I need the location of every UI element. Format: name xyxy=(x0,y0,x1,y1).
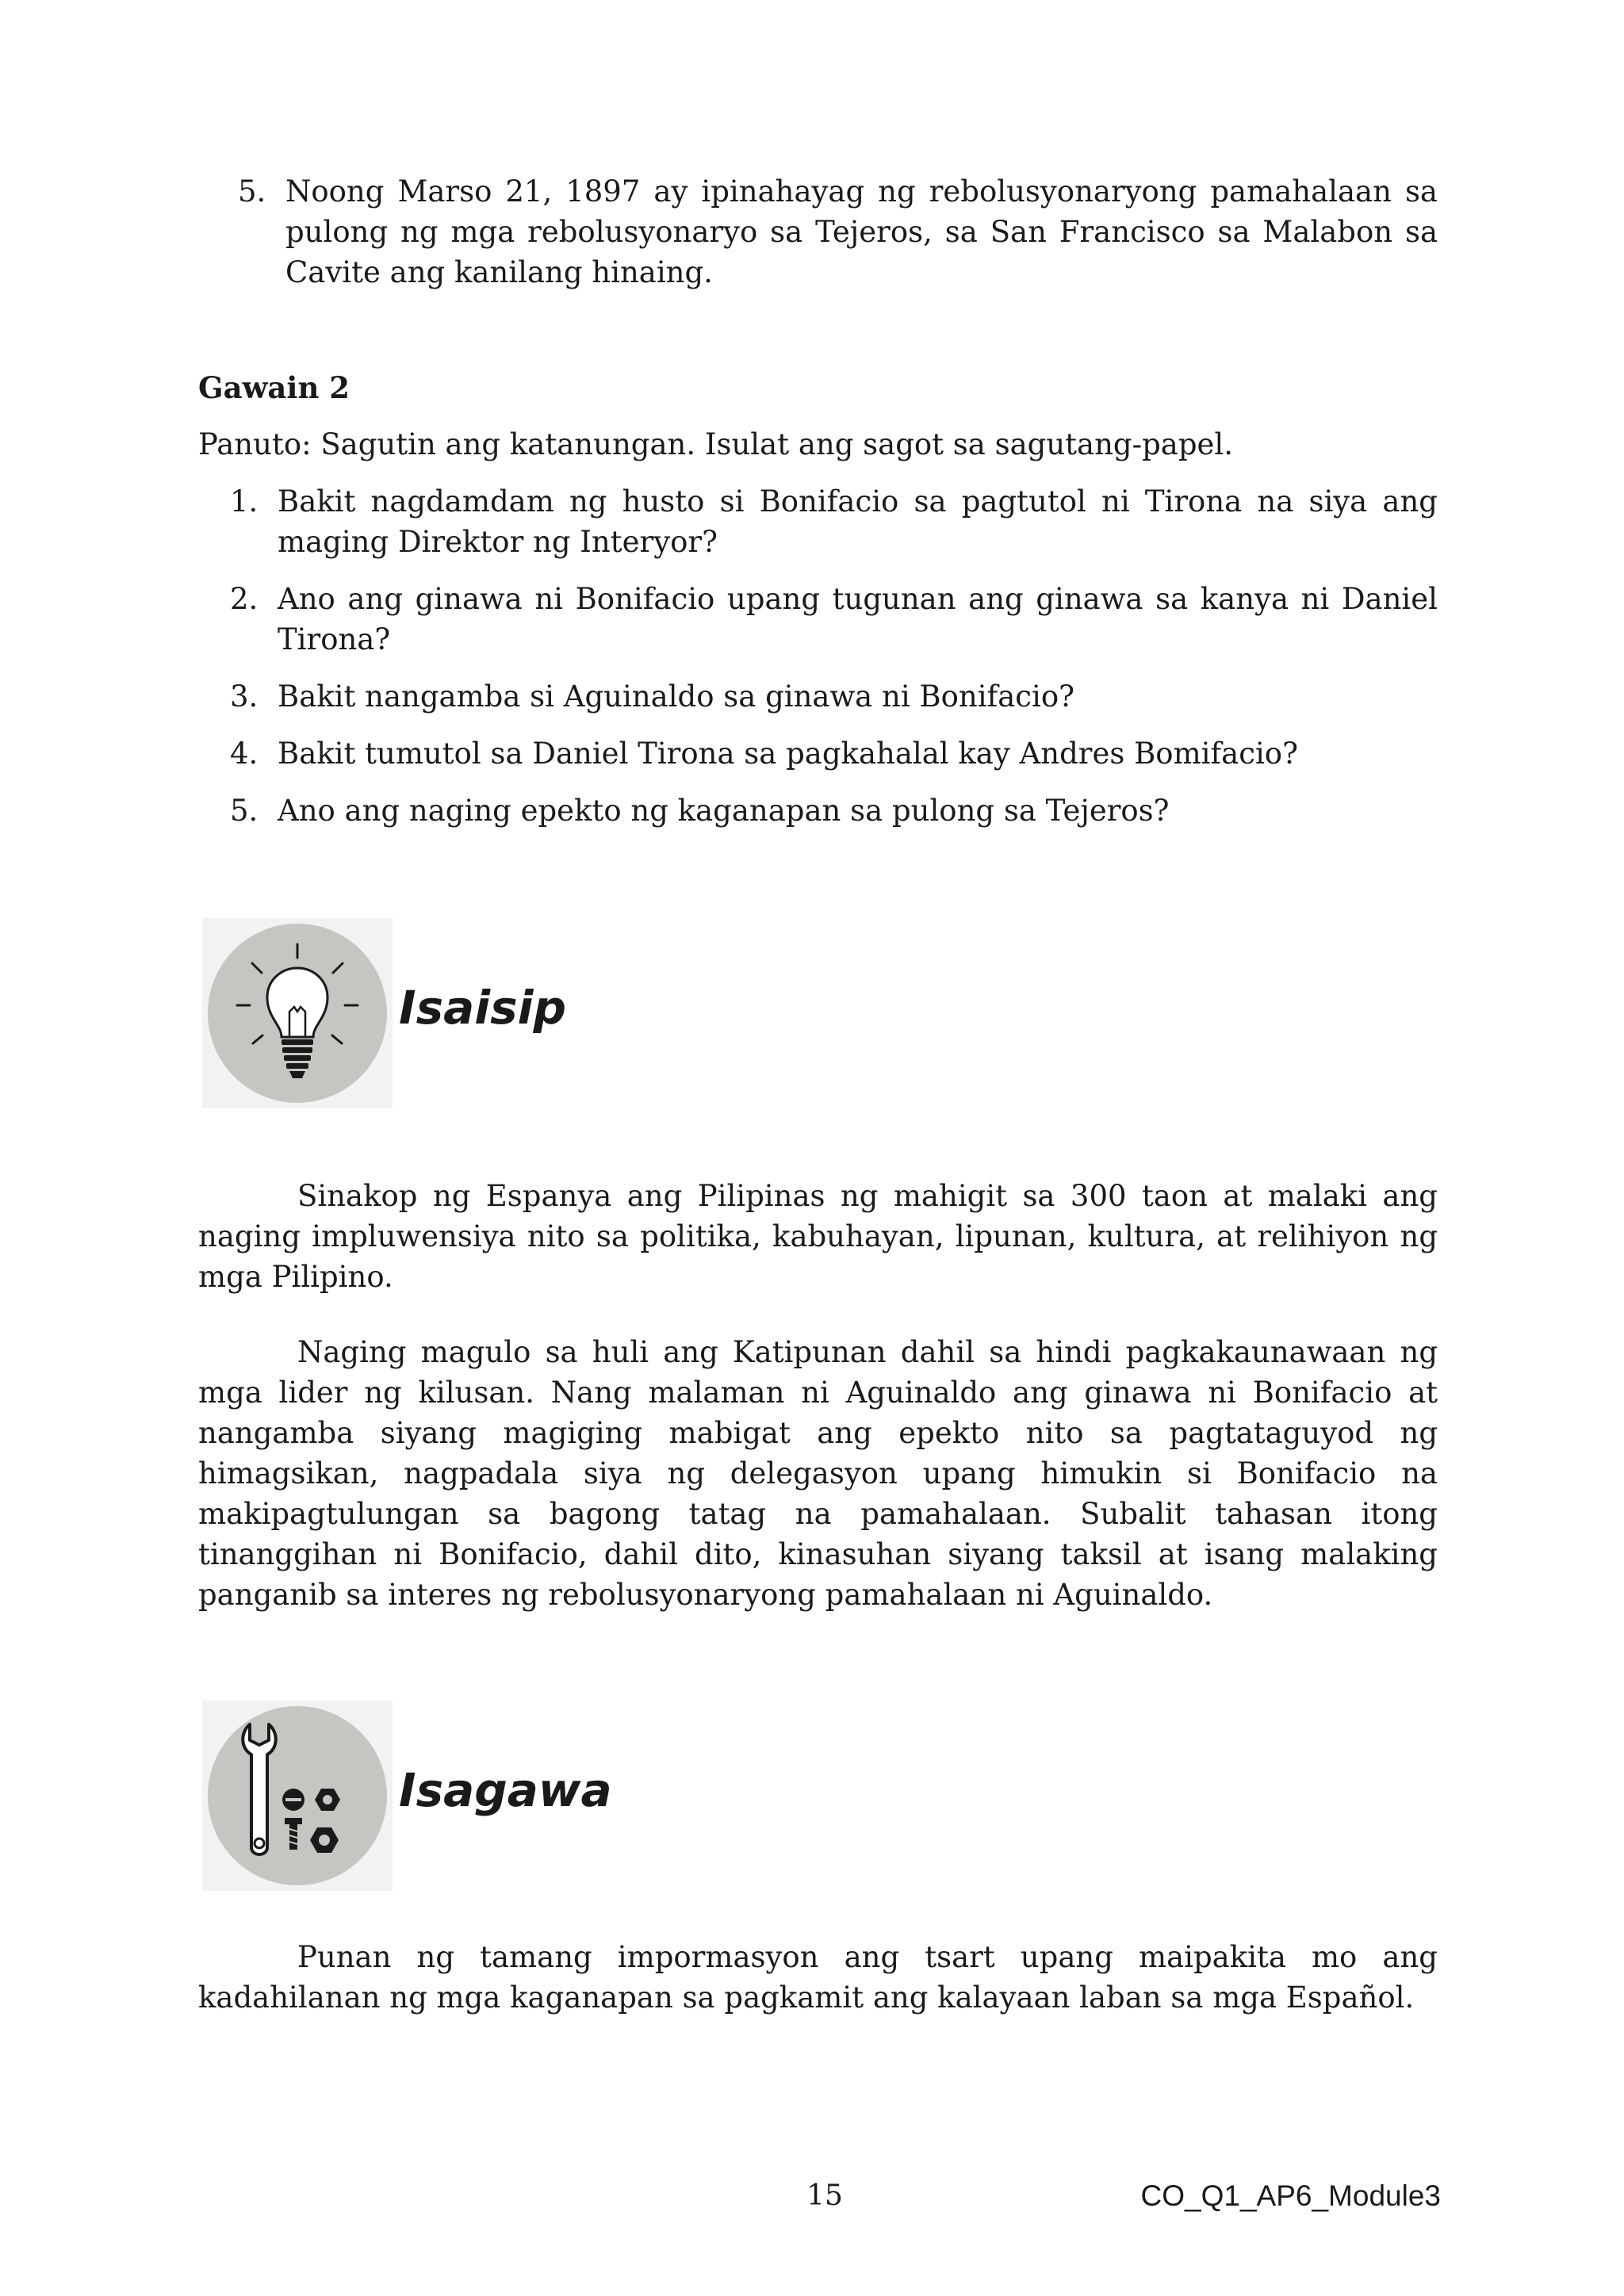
isaisip-paragraph-2: Naging magulo sa huli ang Katipunan dahil sa hindi pagkakaunawaan ng mga lider ng kilusan. Nang malaman ni Aguinaldo ang ginawa ni Bonifacio at nangamba siyang magiging mabigat ang epekto nito sa pagtataguyod ng himagsikan, nagpadala siya ng delegasyon upang himukin si Bonifacio na makipagtulungan sa bagong tatag na pamahalaan. Subalit tahasan itong tinanggihan ni Bonifacio, dahil dito, kinasuhan siyang taksil at isang malaking panganib sa interes ng rebolusyonaryong pamahalaan ni Aguinaldo. xyxy=(198,1335,1438,1612)
isaisip-title: Isaisip xyxy=(399,981,567,1035)
question-text: Ano ang ginawa ni Bonifacio upang tugunan ang ginawa sa kanya ni Daniel Tirona? xyxy=(278,582,1438,656)
question-number: 2. xyxy=(230,582,259,616)
gawain-instructions: Panuto: Sagutin ang katanungan. Isulat ang sagot sa sagutang-papel. xyxy=(198,427,1234,461)
question-number: 4. xyxy=(230,737,259,771)
list-item-number: 5. xyxy=(238,174,266,209)
module-code: CO_Q1_AP6_Module3 xyxy=(1140,2179,1441,2212)
question-text: Bakit nangamba si Aguinaldo sa ginawa ni Bonifacio? xyxy=(278,679,1074,714)
isaisip-header xyxy=(202,918,757,1108)
question-number: 1. xyxy=(230,484,259,519)
question-text: Bakit nagdamdam ng husto si Bonifacio sa pagtutol ni Tirona na siya ang maging Direktor ng Interyor? xyxy=(278,484,1438,559)
question-number: 5. xyxy=(230,794,259,828)
isagawa-title: Isagawa xyxy=(399,1763,612,1817)
isagawa-paragraph: Punan ng tamang impormasyon ang tsart upang maipakita mo ang kadahilanan ng mga kaganapan sa pagkamit ang kalayaan laban sa mga Español. xyxy=(198,1940,1438,2015)
list-item xyxy=(198,171,1438,293)
question-item xyxy=(190,579,1438,660)
question-item xyxy=(190,790,1438,831)
question-item xyxy=(190,733,1438,774)
list-item-text: Noong Marso 21, 1897 ay ipinahayag ng rebolusyonaryong pamahalaan sa pulong ng mga rebolusyonaryo sa Tejeros, sa San Francisco sa Malabon sa Cavite ang kanilang hinaing. xyxy=(285,174,1438,289)
page-number: 15 xyxy=(806,2179,843,2212)
gawain-title: Gawain 2 xyxy=(198,370,350,405)
question-text: Ano ang naging epekto ng kaganapan sa pulong sa Tejeros? xyxy=(278,794,1170,828)
gawain-questions xyxy=(190,481,1438,831)
question-text: Bakit tumutol sa Daniel Tirona sa pagkahalal kay Andres Bomifacio? xyxy=(278,737,1298,771)
question-number: 3. xyxy=(230,679,259,714)
question-item xyxy=(190,676,1438,717)
isaisip-paragraph-1: Sinakop ng Espanya ang Pilipinas ng mahigit sa 300 taon at malaki ang naging impluwensiya nito sa politika, kabuhayan, lipunan, kultura, at relihiyon ng mga Pilipino. xyxy=(198,1179,1438,1294)
wrench-tools-icon xyxy=(202,1701,393,1891)
top-list xyxy=(198,171,1438,293)
lightbulb-icon xyxy=(202,918,393,1108)
isagawa-header xyxy=(202,1701,757,1891)
question-item xyxy=(190,481,1438,562)
